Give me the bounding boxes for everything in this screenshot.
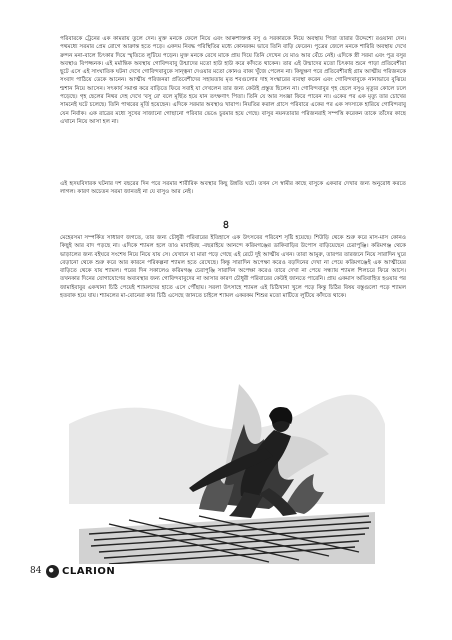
funeral-pyre-illustration bbox=[69, 384, 385, 564]
chapter-number: ৪ bbox=[222, 218, 230, 231]
publisher-brand bbox=[46, 564, 115, 578]
pyre-shading bbox=[79, 512, 375, 564]
page-number: 84 bbox=[30, 566, 42, 576]
body-paragraph-2: এই হৃদয়বিদারক ঘটনার দশ বছরের দিন পরে সরমার শারীরিক অবস্থার কিছু উন্নতি ঘটে। তখন সে স্বামীর কাছে বাসুকে একবার দেখার জন্য অনুরোধ করতে লাগল। কারণ অচেতন সরমা জানতই না যে বাসুও আর নেই। bbox=[60, 181, 406, 196]
body-paragraph-1: পরিবারকে ট্রেনের এক কামরায় তুলে দেন। মুক্ত মনকে ফেলে নিয়ে এবং আৰুশাক্তপ্ত বসু ও সরকারকে নিয়ে অবস্থায় পিতা তারার উদ্দেশ্যে রওয়ানা দেন। পথমধ্যে সরমার প্রেম রোগে আক্রান্ত হতে পড়ে। একদম নিবদ্ধ পরিস্থিতির মধ্যে কোনরকম ভাবে তিনি বাড়ি ফেরেন। পুত্রের জেলে মনকে শারিরি অবস্থায় দেখে ক্রন্দন মনা-বালে চিৎকার দিয়ে স্মৃতিতে লুটিয়ে পড়েন। মুক্ত মনকে রেখে মাকে প্রায় দিয়ে তিনি দেখেন যে মাও আর বেঁচে নেই। এদিকে স্ত্রী সরমা এবং পুত্র বসুর অবস্থাও বিপজ্জনক। এই মর্মান্তিক অবস্থায় গোবিন্দবাবু উন্মাদের মতো হাউ হাউ করে কাঁদতে থাকেন। তার এই উন্মাদের মতো চিৎকার শুনে পাড়া প্রতিবেশীরা ছুটে এসে এই সাংঘাতিক ঘটনা দেখে গোবিন্দবাবুকে সান্ত্বনা দেওয়ার মতো কোনও বাক্য খুঁজে পেলেন না। কিছুক্ষণ পরে প্রতিবেশীরাই গ্রাম আত্মীয় পরিজনকে সংবাদ পাঠিয়ে ডেকে আনেন। আত্মীয় পরিজনরা প্রতিবেশীদের সহায়তায় মৃত শবগুলোর দাহ সংস্কারের ব্যবস্থা করেন এবং গোবিন্দবাবুকে নানাভাবে বুঝিয়ে শ্মশান নিয়ে আসেন। সৎকার্য সমাপ্ত করে বাড়িতে ফিরে সবাই যা দেখলেন তার জন্য কেউই প্রস্তুত ছিলেন না। গোবিন্দবাবুর গৃহ ছেলে বসুও মৃত্যুর কোলে ঢলে পড়েছে। গৃহ ছেলের নিথর দেহ দেখে 'বসু রে' বলে মূর্ছিত হয়ে যান তৎক্ষণাৎ পিতা। তিনি যে আর সংজ্ঞা ফিরে পাবেন না। একের পর এক মৃত্যু তার চোখের সামনেই ঘটে চলেছে। তিনি পাথরের মূর্তি হয়েছেন। এদিকে সরমার অবস্থাও খারাপ। নিয়তির করাল গ্রাসে পরিবারে একের পর এক সদস্যকে হারিয়ে গোবিন্দবাবু যেন নির্বাক। এক রাত্রের মধ্যে সুখের সাজানো গোছানো পরিবার ভেঙে চুরমার হয়ে গেছে। বাসুর নয়নতারার পরিজনরাই সম্পত্তি করেকন তাকে তাঁদের কাছে এখানে নিয়ে আসা হল না। bbox=[60, 36, 406, 125]
clarion-logo-icon bbox=[46, 565, 59, 578]
publisher-name: CLARION bbox=[62, 565, 116, 577]
body-paragraph-3: মেহেরসমা সম্পর্কিত সাধারণ জগতে, তার জন্য চৌধুরী পরিবারের ইতিহাসে এক উৎসবের পরিবেশ সৃষ্টি হয়েছে। শিউড়ি থেকে শুরু করে মাস-মাস কোনও কিছুই আর বাদ পড়ছে না। এদিকে শ্যামল হলে তাও মাবাইবছ -বছরাইয়ে আনন্দে করিমগঞ্জের ডাকিবাড়ির উপোস বাড়িয়েছেন চেরাপুঞ্জি। করিমগঞ্জ থেকে ভাড়ালের জন্য বইঘরে সংশেষ নিয়ে নিয়ে যায় সে। যেখানে যা মারা পড়ে গেছে এই রেটে দুই আত্মীয় এখন। তারা আমুরু, তারপর তারজনে নিয়ে সারাদিন ঘুরে বেড়ানো থেকে শুরু করে আর কারনে পরিকল্পনা শ্যামল হতে রেখেছে। কিন্তু সারাদিন অপেক্ষা করেও বড়দিনের দেখা না পেয়ে করিমগঞ্জেই এক আত্মীয়ের বাড়িতে থেকে যায় শ্যামল। পরের দিন সকালেও করিমগঞ্জ চেরাপুঞ্জি সারাদিন অপেক্ষা করেও তারে দেখা না পেয়ে সন্ধ্যায় শ্যামল শিলচরে ফিরে আসে। তখনকার দিনের যোগাযোগের অব্যবস্থার জন্য গোবিন্দবাবুদের না আসার কারণ চৌধুরী পরিবারের কেউই জানতে পারেনি। প্রায় একমাস অতিবাহিত হওয়ার পর জামাইবাবুর একখানা চিঠি পেয়েই শ্যামলদের হাতে এসে পৌঁছায়। সরলা উৎসাহে শ্যামল এই চিঠিখানা খুলে পড়ে কিন্তু চিঠির বিষয় বস্তুগুলো পড়ে শ্যামল হতবাক হয়ে যায়। শ্যামলের মা-বোনেরা কার চিঠি এসেছে জানতে চাইলে শ্যামল একরকম শিশুর মতো মাটিতে লুটিয়ে কাঁদতে থাকে। bbox=[60, 235, 406, 300]
